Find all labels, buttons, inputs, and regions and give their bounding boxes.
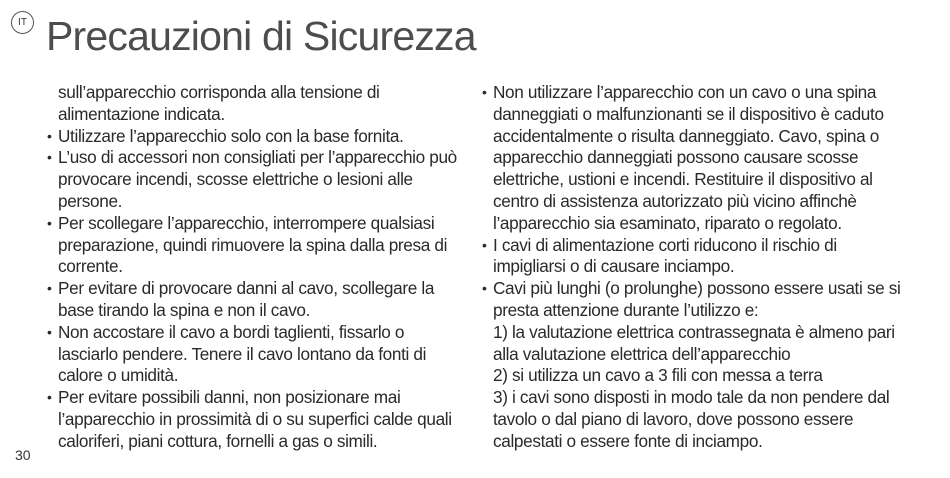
continued-paragraph: sull’apparecchio corrisponda alla tensione di alimentazione indicata. xyxy=(58,82,380,124)
safety-bullet: • I cavi di alimentazione corti riducono il rischio di impigliarsi o di causare inciampo. xyxy=(481,235,901,279)
language-badge: IT xyxy=(11,11,34,34)
condition-item: 3) i cavi sono disposti in modo tale da non pendere dal tavolo o dal piano di lavoro, dove possono essere calpestati o essere fonte di inciampo. xyxy=(493,387,890,451)
right-column xyxy=(481,82,901,453)
extension-cord-intro: • Cavi più lunghi (o prolunghe) possono essere usati se si presta attenzione durante l’utilizzo e: xyxy=(493,278,901,320)
safety-bullet: • Per evitare di provocare danni al cavo, scollegare la base tirando la spina e non il cavo. xyxy=(46,278,461,322)
condition-item: 2) si utilizza un cavo a 3 fili con messa a terra xyxy=(493,365,823,386)
safety-bullet: • Per scollegare l’apparecchio, interrompere qualsiasi preparazione, quindi rimuovere la spina dalla presa di corrente. xyxy=(46,213,461,278)
left-column xyxy=(46,82,461,453)
safety-bullet: • L’uso di accessori non consigliati per l’apparecchio può provocare incendi, scosse elettriche o lesioni alle persone. xyxy=(46,147,461,212)
safety-bullet: • Utilizzare l’apparecchio solo con la base fornita. xyxy=(46,126,461,148)
safety-bullet: • Non utilizzare l’apparecchio con un cavo o una spina danneggiati o malfunzionanti se il dispositivo è caduto accidentalmente o risulta danneggiato. Cavo, spina o apparecchio danneggiati possono causare scosse elettriche, ustioni e incendi. Restituire il dispositivo al centro di assistenza autorizzato più vicino affinchè l’apparecchio sia esaminato, riparato o regolato. xyxy=(481,82,901,235)
page-number: 30 xyxy=(15,447,31,463)
safety-bullet: • Per evitare possibili danni, non posizionare mai l’apparecchio in prossimità di o su superfici calde quali caloriferi, piani cottura, fornelli a gas o simili. xyxy=(46,387,461,452)
condition-item: 1) la valutazione elettrica contrassegnata è almeno pari alla valutazione elettrica dell’apparecchio xyxy=(493,321,895,364)
safety-bullet: • Non accostare il cavo a bordi taglienti, fissarlo o lasciarlo pendere. Tenere il cavo lontano da fonti di calore o umidità. xyxy=(46,322,461,387)
extension-cord-bullet xyxy=(481,278,901,452)
page-title: Precauzioni di Sicurezza xyxy=(46,13,476,59)
